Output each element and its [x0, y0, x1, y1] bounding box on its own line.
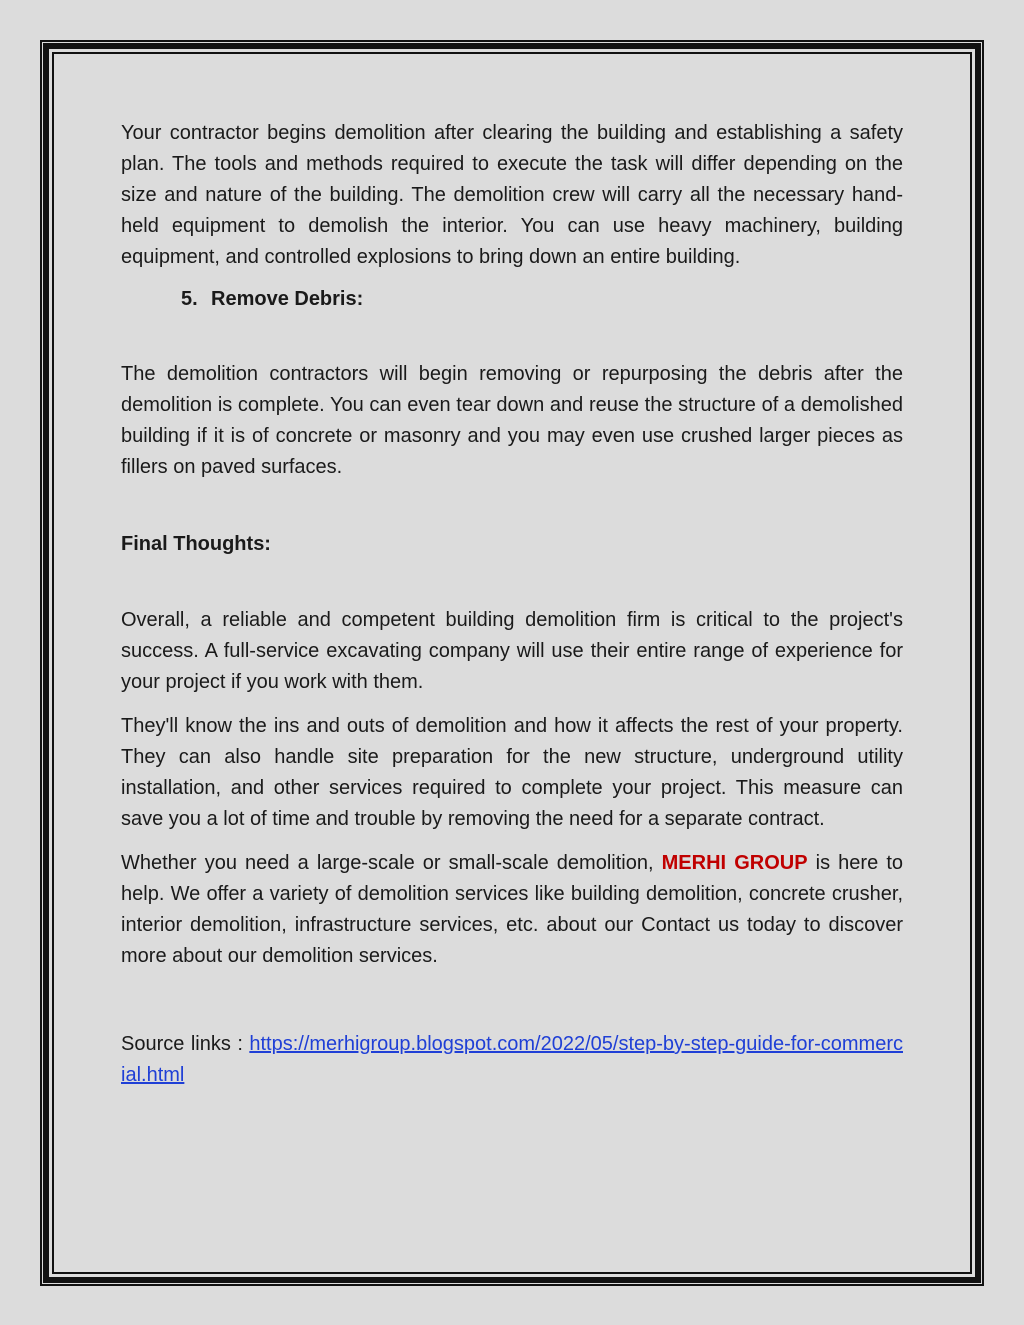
paragraph-whether-start: Whether you need a large-scale or small-scale demolition, — [121, 852, 662, 874]
heading-final-thoughts: Final Thoughts: — [121, 533, 271, 555]
step-title: Remove Debris: — [211, 288, 364, 310]
source-links — [121, 1029, 903, 1091]
paragraph-remove-debris: The demolition contractors will begin removing or repurposing the debris after the demolition is complete. You can even tear down and reuse the structure of a demolished building if it is of concrete or masonry and you may even use crushed larger pieces as fillers on paved surfaces. — [121, 363, 903, 478]
brand-name: MERHI GROUP — [661, 852, 808, 874]
paragraph-whether-end: is here to help. We offer a variety of demolition services like building demolition, concrete crusher, interior demolition, infrastructure services, etc. about our Contact us today to discover more about our demolition services. — [121, 852, 903, 967]
paragraph-ins-and-outs: They'll know the ins and outs of demolition and how it affects the rest of your property. They can also handle site preparation for the new structure, underground utility installation, and other services required to complete your project. This measure can save you a lot of time and trouble by removing the need for a separate contract. — [121, 715, 903, 830]
paragraph-overall: Overall, a reliable and competent building demolition firm is critical to the project's success. A full-service excavating company will use their entire range of experience for your project if you work with them. — [121, 609, 903, 693]
source-label: Source links : — [121, 1033, 250, 1055]
source-link[interactable]: https://merhigroup.blogspot.com/2022/05/step-by-step-guide-for-commercial.html — [121, 1033, 903, 1086]
step-number: 5. — [181, 288, 198, 310]
paragraph-whether — [121, 848, 903, 972]
document-body — [121, 118, 903, 1091]
paragraph-demolition: Your contractor begins demolition after clearing the building and establishing a safety plan. The tools and methods required to execute the task will differ depending on the size and nature of the building. The demolition crew will carry all the necessary hand-held equipment to demolish the interior. You can use heavy machinery, building equipment, and controlled explosions to bring down an entire building. — [121, 122, 903, 268]
step-heading-remove-debris — [181, 284, 903, 315]
